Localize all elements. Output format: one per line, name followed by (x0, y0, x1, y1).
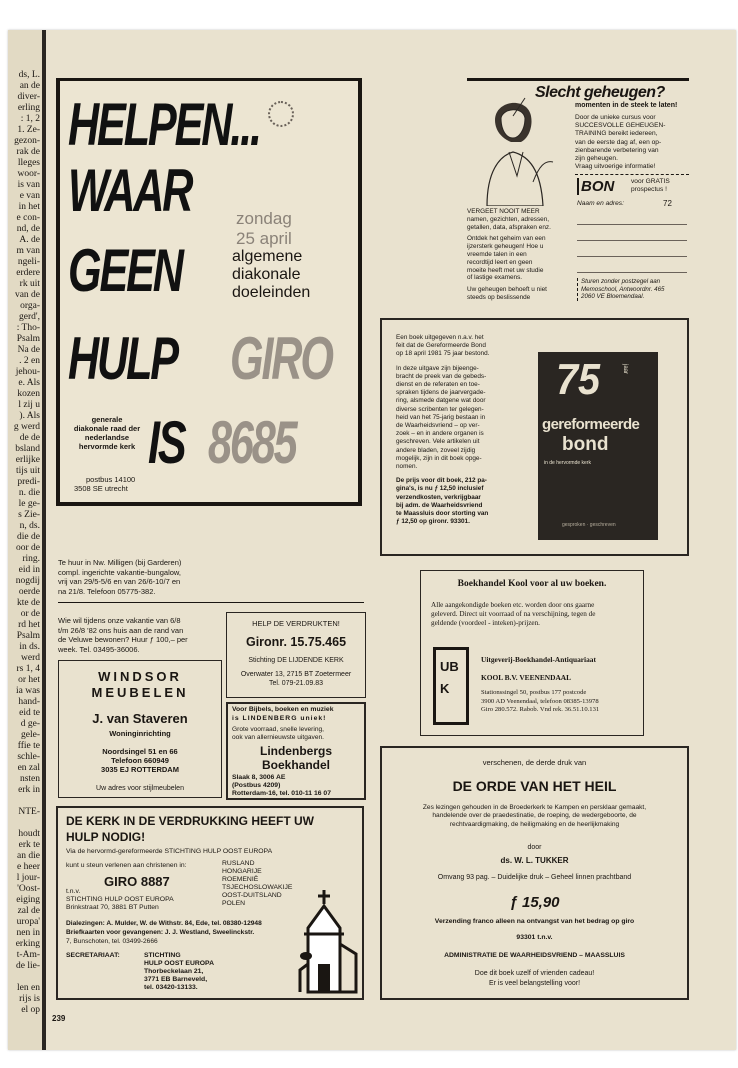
previous-page-line: oerde (18, 587, 40, 597)
bond-price-line: te Maassluis door storting van (396, 510, 489, 518)
address-block (74, 475, 135, 493)
helpen-word-1: HELPEN... (68, 91, 260, 158)
lindenberg-name-1: Lindenbergs (259, 744, 332, 758)
send-block (577, 278, 689, 301)
windsor-addr-1: Noordsingel 51 en 66 (102, 747, 178, 756)
giro-number: 8685 (208, 409, 296, 476)
previous-page-line: Psalm (16, 334, 40, 344)
bon-label: BON (577, 178, 614, 195)
previous-page-line: in ds. (19, 642, 40, 652)
geheugen-body-line: van de eerste dag af, een op- (575, 138, 662, 146)
previous-page-line: eid te (19, 708, 40, 718)
windsor-title-1: WINDSOR (98, 669, 182, 684)
church-icon (296, 884, 362, 996)
previous-page-line: an de (19, 81, 40, 91)
sec-line: STICHTING (144, 952, 181, 959)
lindenberg-name-2: Boekhandel (261, 758, 330, 772)
previous-page-line: m van (16, 246, 40, 256)
previous-page-line: predi- (17, 477, 40, 487)
previous-page-line: nen in (16, 928, 40, 938)
previous-page-line: A. de (19, 235, 40, 245)
windsor-title-2: MEUBELEN (91, 685, 189, 700)
orde-foot-1: Doe dit boek uzelf of vrienden cadeau! (474, 970, 595, 977)
org-line-4: hervormde kerk (78, 442, 136, 451)
left-caps: namen, gezichten, adressen, (467, 215, 550, 223)
previous-page-line: kozen (17, 389, 40, 399)
kerk-secretariaat-label: SECRETARIAAT: (66, 952, 120, 959)
previous-page-line: erlijke (15, 455, 40, 465)
lindenberg-addr-2: (Postbus 4209) (232, 782, 281, 789)
ubk-logo-text: UBK (440, 659, 459, 696)
coupon-line (577, 272, 687, 273)
lindenberg-line-4: ook van allernieuwste uitgaven. (232, 734, 325, 741)
previous-page-line: l zij u (18, 400, 40, 410)
previous-page-line (8, 818, 42, 829)
previous-page-line: . 2 en (19, 356, 40, 366)
bond-text (396, 334, 546, 526)
bond-price-line: De prijs voor dit boek, 212 pa- (396, 477, 487, 485)
te-huur-line: vrij van 29/5-5/6 en van 26/6-10/7 en (58, 577, 181, 586)
previous-page-line: woor- (17, 169, 40, 179)
orde-giro: 93301 t.n.v. (516, 934, 553, 941)
kool-addr (481, 689, 641, 715)
left-caps: VERGEET NOOIT MEER (467, 208, 540, 215)
previous-page-column (8, 30, 46, 1050)
org-line-2: diakonale raad der (73, 424, 141, 433)
bond-line: spraken tijdens de jaarvergade- (396, 389, 486, 397)
rule (58, 602, 364, 603)
previous-page-line: an die (17, 851, 40, 861)
country: OOST-DUITSLAND (222, 892, 282, 899)
previous-page-line: eid in (18, 565, 40, 575)
verdrukten-head: HELP DE VERDRUKTEN! (252, 619, 340, 628)
previous-page-line: rak de (16, 147, 40, 157)
send-line: Sturen zonder postzegel aan (581, 278, 661, 285)
previous-page-line: kte de (17, 598, 40, 608)
previous-page-line: l jour- (16, 873, 40, 883)
wie-line: de Veluwe bewonen? Huur ƒ 100,– per (58, 635, 188, 644)
cover-jaar: jaar (622, 364, 628, 375)
geheugen-sub: momenten in de steek te laten! (575, 102, 678, 109)
bond-line: mogelijk, zijn in dit boek opge- (396, 454, 482, 462)
previous-page-line: zal de (17, 906, 40, 916)
collect-line-3: doeleinden (232, 284, 311, 301)
lindenberg-ad (226, 702, 366, 800)
bond-line: dienst en de referaten en toe- (396, 381, 480, 389)
country: ROEMENIË (222, 876, 259, 883)
country: HONGARIJE (222, 868, 262, 875)
bond-line: bracht de preek van de gebeds- (396, 372, 487, 380)
helpen-word-5: IS (148, 409, 185, 476)
te-huur-line: compl. ingerichte vakantie-bungalow, (58, 567, 181, 577)
windsor-sub: Woninginrichting (109, 729, 171, 738)
previous-page-line: 'Oost- (17, 884, 40, 894)
collect-line-1: algemene (232, 248, 303, 265)
previous-page-line: rs 1, 4 (16, 664, 40, 674)
kool-text-line: geldende (voordeel - inteken)-prijzen. (431, 618, 540, 627)
kool-addr-line: 3900 AD Veenendaal, telefoon 08385-13978 (481, 697, 599, 705)
previous-page-line: ngeli- (17, 257, 40, 267)
previous-page-line: eiging (16, 895, 40, 905)
kerk-stichting-addr: Brinkstraat 70, 3881 BT Putten (66, 904, 159, 911)
kerk-secretariaat (144, 952, 214, 992)
previous-page-line: len en (17, 983, 40, 993)
previous-page-line: or het (18, 675, 40, 685)
previous-page-line: de lie- (15, 961, 40, 971)
left-caps: getallen, data, afspraken enz. (467, 223, 551, 231)
kerk-tnv: t.n.v. (66, 888, 81, 895)
previous-page-line: e. Als (18, 378, 40, 388)
previous-page-line: is van (17, 180, 40, 190)
previous-page-line: en zal (17, 763, 40, 773)
lindenberg-addr-1: Slaak 8, 3006 AE (232, 774, 286, 781)
windsor-ad (58, 660, 222, 798)
sec-line: HULP OOST EUROPA (144, 960, 214, 967)
helpen-word-2: WAAR (68, 157, 192, 224)
previous-page-line: gerd', (19, 312, 40, 322)
kool-name-2: KOOL B.V. VEENENDAAL (481, 673, 572, 682)
previous-page-line: ffie te (17, 741, 40, 751)
previous-page-line: g werd (13, 422, 40, 432)
kool-name-1: Uitgeverij-Boekhandel-Antiquariaat (481, 655, 596, 664)
previous-page-line: ring. (22, 554, 40, 564)
previous-page-line: nogdij (15, 576, 40, 586)
previous-page-line: : 1, 2 (20, 114, 40, 124)
left-end: Uw geheugen behoeft u niet (467, 286, 547, 294)
org-line-1: generale (91, 415, 123, 424)
helpen-ad (56, 78, 362, 506)
left-body: recordtijd leert en geen (467, 258, 533, 266)
previous-page-line: lleges (17, 158, 40, 168)
verdrukten-ad (226, 612, 366, 698)
kerk-briefkaarten: Briefkaarten voor gevangenen: J. J. Westland, Sweelinckstr. (66, 929, 255, 936)
bond-ad (380, 318, 689, 556)
previous-page-line: rd het (18, 620, 40, 630)
collect-line-2: diakonale (232, 266, 301, 283)
geheugen-rule (467, 78, 689, 81)
cover-foot: gesproken · geschreven (562, 522, 616, 528)
wie-line: week. Tel. 03495-36006. (58, 644, 140, 654)
kool-text (431, 601, 637, 627)
windsor-addr-2: Telefoon 660949 (111, 756, 169, 765)
windsor-addr-3: 3035 EJ ROTTERDAM (101, 765, 179, 774)
bond-price-line: gina's, is nu ƒ 12,50 inclusief (396, 485, 484, 493)
orde-omvang: Omvang 93 pag. – Duidelijke druk – Geheel linnen prachtband (437, 874, 632, 881)
geheugen-body-line: Vraag uitvoerige informatie! (575, 163, 656, 171)
previous-page-line: or de (20, 609, 40, 619)
previous-page-line: t-Am- (16, 950, 40, 960)
previous-page-line: werd (21, 653, 40, 663)
kool-addr-line: Stationssingel 50, postbus 177 postcode (481, 689, 587, 696)
kool-text-line: geleverd. Direct uit voorraad of na verschijning, tegen de (431, 609, 596, 618)
previous-page-line: rijs is (19, 994, 40, 1004)
coupon-line (577, 240, 687, 241)
coupon-line (577, 256, 687, 257)
address-line-1: postbus 14100 (86, 475, 136, 484)
left-body: ijzersterk geheugen! Hoe u (467, 243, 544, 251)
orde-door: door (527, 844, 542, 851)
te-huur-line: Te huur in Nw. Milligen (bij Garderen) (58, 558, 182, 567)
bond-line: heid van het 75-jarig bestaan in (396, 413, 486, 421)
bond-price-line: verzendkosten, verkrijgbaar (396, 493, 481, 501)
geheugen-body-line: zijn geheugen. (575, 155, 618, 163)
sec-line: tel. 03420-13133. (144, 984, 198, 991)
address-line-2: 3508 SE utrecht (74, 484, 128, 493)
page-number: 239 (52, 1014, 66, 1023)
coupon-code: 72 (663, 199, 672, 208)
left-body: moeite heeft met uw studie (467, 266, 544, 274)
previous-page-line: n. die (18, 488, 40, 498)
lindenberg-line-3: Grote voorraad, snelle levering, (232, 726, 324, 733)
helpen-word-4: HULP (68, 325, 177, 392)
bond-line: ring, alsmede datgene wat door (396, 397, 486, 405)
bon-block (575, 174, 689, 194)
previous-page-line: van de (14, 290, 40, 300)
giro-word: GIRO (230, 325, 332, 392)
name-label: Naam en adres: (577, 200, 624, 207)
previous-page-line (8, 972, 42, 983)
bond-line: nomen. (396, 463, 418, 471)
send-line: Memoschool, Antwoordnr. 465 (581, 285, 665, 293)
bond-line: diverse scribenten ter gelegen- (396, 405, 484, 413)
orde-ad (380, 746, 689, 1000)
kerk-giro: GIRO 8887 (104, 874, 170, 889)
previous-page-line: de de (19, 433, 40, 443)
previous-page-line: uropa' (16, 917, 40, 927)
country: RUSLAND (222, 860, 255, 867)
left-end: steeds op beslissende (467, 293, 531, 301)
previous-page-line: nd, de (16, 224, 40, 234)
cover-title-1: gereformeerde (542, 416, 640, 433)
previous-page-line: oor de (15, 543, 40, 553)
kerk-dialezingen: Dialezingen: A. Mulder, W. de Withstr. 84, Ede, tel. 08380-12948 (66, 920, 262, 927)
wie-line: Wie wil tijdens onze vakantie van 6/8 (58, 616, 181, 625)
orde-foot-2: Er is veel belangstelling voor! (488, 980, 581, 987)
previous-page-line: bsland (15, 444, 40, 454)
previous-page-line: e van (19, 191, 40, 201)
kerk-title-1: DE KERK IN DE VERDRUKKING HEEFT UW (66, 814, 315, 828)
previous-page-line: erk in (18, 785, 40, 795)
kerk-via: Via de hervormd-gereformeerde STICHTING HULP OOST EUROPA (66, 848, 273, 855)
bond-line: andere bladen, zoveel zijdig (396, 446, 476, 454)
kerk-countries (222, 860, 292, 908)
kool-addr-line: Giro 280.572. Rabob. Vnd rek. 36.51.10.131 (481, 706, 600, 714)
cover-title-2: bond (562, 434, 609, 455)
geheugen-ad (467, 78, 689, 316)
kerk-title-2: HULP NODIG! (66, 830, 146, 844)
geheugen-body (575, 114, 689, 171)
sec-line: Thorbeckelaan 21, (144, 968, 204, 975)
orde-author: ds. W. L. TUKKER (500, 856, 569, 865)
previous-page-line: diver- (17, 92, 40, 102)
bond-cover (538, 352, 658, 540)
country: TSJECHOSLOWAKIJE (222, 884, 293, 891)
kerk-stichting: STICHTING HULP OOST EUROPA (66, 896, 174, 903)
previous-page-line: houdt (18, 829, 40, 839)
bon-text-1: voor GRATIS (631, 178, 670, 185)
previous-page-line: e con- (16, 213, 40, 223)
bon-text-2: prospectus ! (631, 186, 667, 193)
bond-line: Een boek uitgegeven n.a.v. het (396, 334, 484, 341)
lindenberg-addr-3: Rotterdam-16, tel. 010-11 16 07 (232, 790, 331, 797)
helpen-word-3: GEEN (68, 237, 182, 304)
kerk-kunt: kunt u steun verlenen aan christenen in: (66, 862, 187, 869)
geheugen-body-line: SUCCESVOLLE GEHEUGEN- (575, 122, 666, 130)
bond-line: feit dat de Gereformeerde Bond (396, 342, 486, 350)
verdrukten-org: Stichting DE LIJDENDE KERK (248, 657, 344, 664)
wie-wil-ad (58, 616, 228, 654)
bond-line: geschreven. Vele artikelen uit (396, 438, 480, 446)
bond-price-line: bij adm. de Waarheidsvriend (396, 501, 483, 509)
previous-page-line: d ge- (20, 719, 40, 729)
date-line-2: 25 april (236, 229, 292, 248)
cover-sub: in de hervormde kerk (544, 460, 591, 466)
orde-desc-line: Zes lezingen gehouden in de Broederkerk te Kampen en persklaar gemaakt, (422, 804, 647, 811)
previous-page-line: s Zie- (18, 510, 40, 520)
orde-desc (390, 804, 679, 829)
orde-admin: ADMINISTRATIE DE WAARHEIDSVRIEND – MAASSLUIS (444, 952, 625, 959)
previous-page-line: 1. Ze- (17, 125, 40, 135)
previous-page-line: erdere (16, 268, 40, 278)
geheugen-title: Slecht geheugen? (535, 84, 665, 101)
verdrukten-giro: Gironr. 15.75.465 (245, 635, 347, 649)
bond-line: de Waarheidsvriend – op ver- (396, 422, 480, 430)
geheugen-left (467, 208, 571, 302)
previous-page-line: : Tho- (16, 323, 40, 333)
lindenberg-line-1: Voor Bijbels, boeken en muziek (232, 706, 334, 713)
previous-page-line: erling (17, 103, 40, 113)
geheugen-portrait (473, 86, 563, 206)
lindenberg-line-2: is LINDENBERG uniek! (232, 715, 327, 722)
previous-page-line: Na de (17, 345, 40, 355)
orde-price: ƒ 15,90 (509, 894, 560, 911)
wie-line: t/m 26/8 '82 ons huis aan de rand van (58, 625, 184, 635)
left-body: Ontdek het geheim van een (467, 235, 546, 243)
te-huur-ad (58, 558, 238, 596)
orde-top: verschenen, de derde druk van (482, 758, 587, 767)
geheugen-body-line: zienbarende verbetering van (575, 146, 659, 154)
previous-page-line: Psalm (16, 631, 40, 641)
bond-line: op 18 april 1981 75 jaar bestond. (396, 350, 490, 358)
previous-page-line (8, 796, 42, 807)
orde-title: DE ORDE VAN HET HEIL (452, 778, 617, 794)
country: POLEN (222, 900, 246, 907)
verdrukten-addr-2: Tel. 079-21.09.83 (268, 680, 324, 687)
kerk-briefkaarten-2: 7, Bunschoten, tel. 03499-2666 (66, 938, 158, 945)
previous-page-line: erk te (18, 840, 40, 850)
kerk-ad (56, 806, 364, 1000)
previous-page-line: ds, L. (18, 70, 40, 80)
bond-line: zoek – en in andere organen is (396, 430, 484, 438)
orde-desc-line: rechtvaardigmaking, de heiligmaking en de heerlijkmaking (449, 820, 620, 828)
previous-page-line: jehou- (15, 367, 40, 377)
previous-page-line: die de (17, 532, 40, 542)
previous-page-line: rk uit (19, 279, 40, 289)
bond-price-line: ƒ 12,50 op gironr. 93301. (396, 518, 470, 526)
previous-page-line: e heer (17, 862, 40, 872)
previous-page-line: le ge- (18, 499, 40, 509)
previous-page-line: n, ds. (19, 521, 40, 531)
previous-page-line: orga- (20, 301, 40, 311)
windsor-name: J. van Staveren (92, 711, 188, 726)
ubk-logo (433, 647, 469, 725)
kool-ad (420, 570, 644, 736)
geheugen-body-line: TRAINING bereikt iedereen, (575, 130, 658, 138)
kool-title: Boekhandel Kool voor al uw boeken. (457, 579, 607, 589)
orde-verzending: Verzending franco alleen na ontvangst van het bedrag op giro (434, 918, 635, 925)
previous-page-line: el op (21, 1005, 40, 1015)
previous-page-line: schle- (17, 752, 40, 762)
te-huur-line: na 21/8. Telefoon 05775-382. (58, 586, 156, 596)
verdrukten-addr-1: Overwater 13, 2715 BT Zoetermeer (240, 671, 352, 678)
previous-page-line: ia was (15, 686, 40, 696)
windsor-foot: Uw adres voor stijlmeubelen (96, 785, 184, 792)
org-line-3: nederlandse (84, 433, 130, 442)
bond-line: In deze uitgave zijn bijeenge- (396, 364, 479, 372)
coupon-line (577, 224, 687, 225)
previous-page-line: gezon- (14, 136, 40, 146)
org-block (66, 415, 148, 451)
rosette-icon (268, 101, 294, 127)
date-line-1: zondag (236, 209, 292, 228)
previous-page-line: in het (18, 202, 40, 212)
cover-number: 75 (556, 355, 601, 404)
left-body: of lastige examens. (467, 274, 523, 282)
previous-page-line: gele- (21, 730, 40, 740)
previous-page-line: erking (15, 939, 40, 949)
left-body: vreemde talen in een (467, 250, 527, 258)
kool-text-line: Alle aangekondigde boeken etc. worden door ons gaarne (431, 601, 595, 609)
previous-page-line: hand- (18, 697, 40, 707)
sec-line: 3771 EB Barneveld, (144, 976, 208, 983)
send-line: 2060 VE Bloemendaal. (581, 293, 645, 301)
orde-desc-line: handelende over de praedestinatie, de roeping, de wedergeboorte, de (432, 812, 637, 820)
previous-page-line: tijs uit (15, 466, 40, 476)
previous-page-line: nsten (19, 774, 40, 784)
previous-page-line: NTE- (18, 807, 40, 817)
previous-page-line: ). Als (19, 411, 40, 421)
geheugen-body-line: Door de unieke cursus voor (575, 114, 656, 121)
